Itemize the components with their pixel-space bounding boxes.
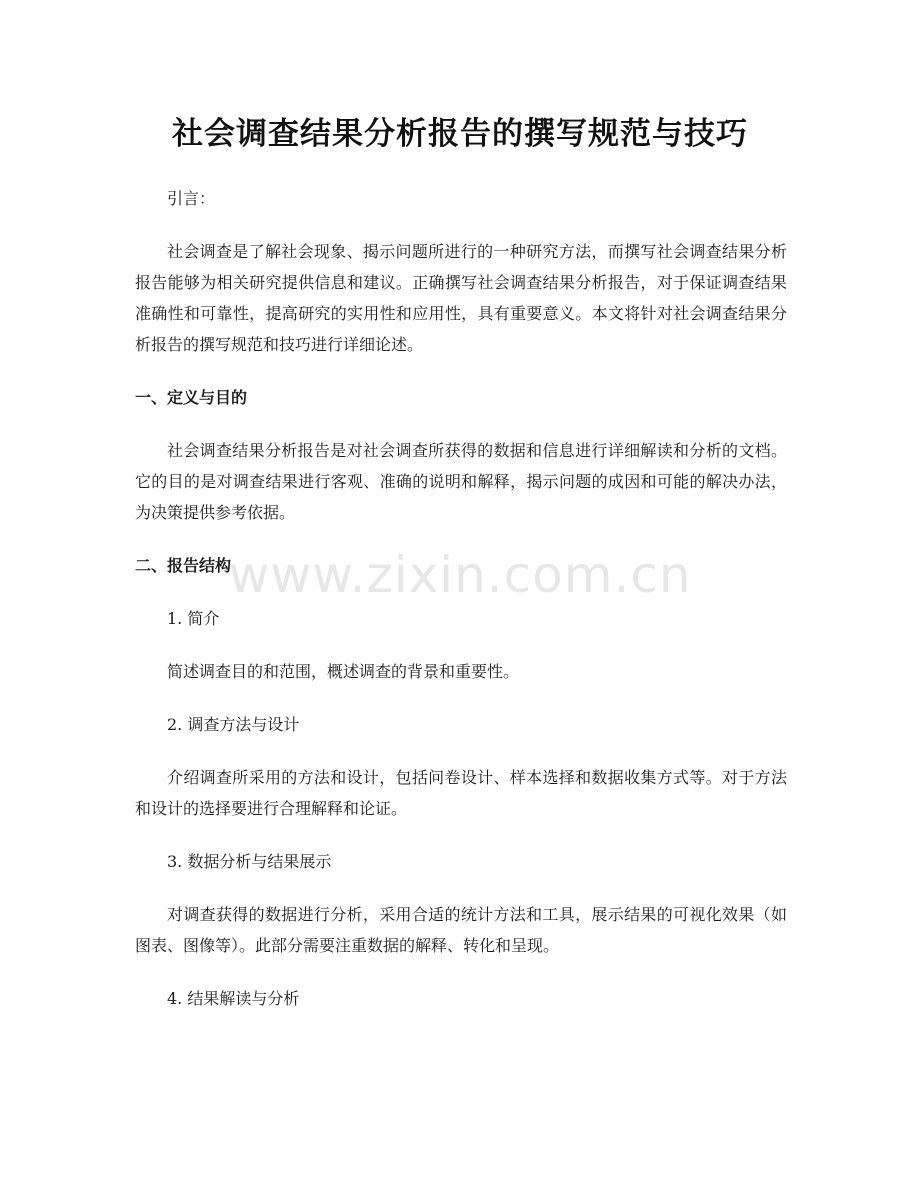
- section-heading-structure: 二、报告结构: [135, 556, 232, 575]
- document-body: [135, 183, 787, 1014]
- list-item-text: 对调查获得的数据进行分析，采用合适的统计方法和工具，展示结果的可视化效果（如图表、图像等）。此部分需要注重数据的解释、转化和呈现。: [135, 905, 787, 955]
- list-item-text: 介绍调查所采用的方法和设计，包括问卷设计、样本选择和数据收集方式等。对于方法和设计的选择要进行合理解释和论证。: [135, 768, 787, 818]
- list-item-label: 4. 结果解读与分析: [167, 989, 300, 1008]
- intro-label: 引言：: [167, 189, 216, 208]
- list-item-label: 2. 调查方法与设计: [167, 715, 300, 734]
- watermark: www.zixin.com.cn: [228, 546, 692, 604]
- document-title: 社会调查结果分析报告的撰写规范与技巧: [172, 116, 748, 152]
- list-item-text: 简述调查目的和范围，概述调查的背景和重要性。: [167, 662, 520, 681]
- intro-paragraph: 社会调查是了解社会现象、揭示问题所进行的一种研究方法，而撰写社会调查结果分析报告能够为相关研究提供信息和建议。正确撰写社会调查结果分析报告，对于保证调查结果准确性和可靠性，提高研究的实用性和应用性，具有重要意义。本文将针对社会调查结果分析报告的撰写规范和技巧进行详细论述。: [135, 242, 787, 354]
- list-item-label: 1. 简介: [167, 609, 220, 628]
- section-heading-definition: 一、定义与目的: [135, 388, 248, 407]
- section-paragraph-definition: 社会调查结果分析报告是对社会调查所获得的数据和信息进行详细解读和分析的文档。它的目的是对调查结果进行客观、准确的说明和解释，揭示问题的成因和可能的解决办法，为决策提供参考依据。: [135, 441, 787, 522]
- list-item-label: 3. 数据分析与结果展示: [167, 852, 332, 871]
